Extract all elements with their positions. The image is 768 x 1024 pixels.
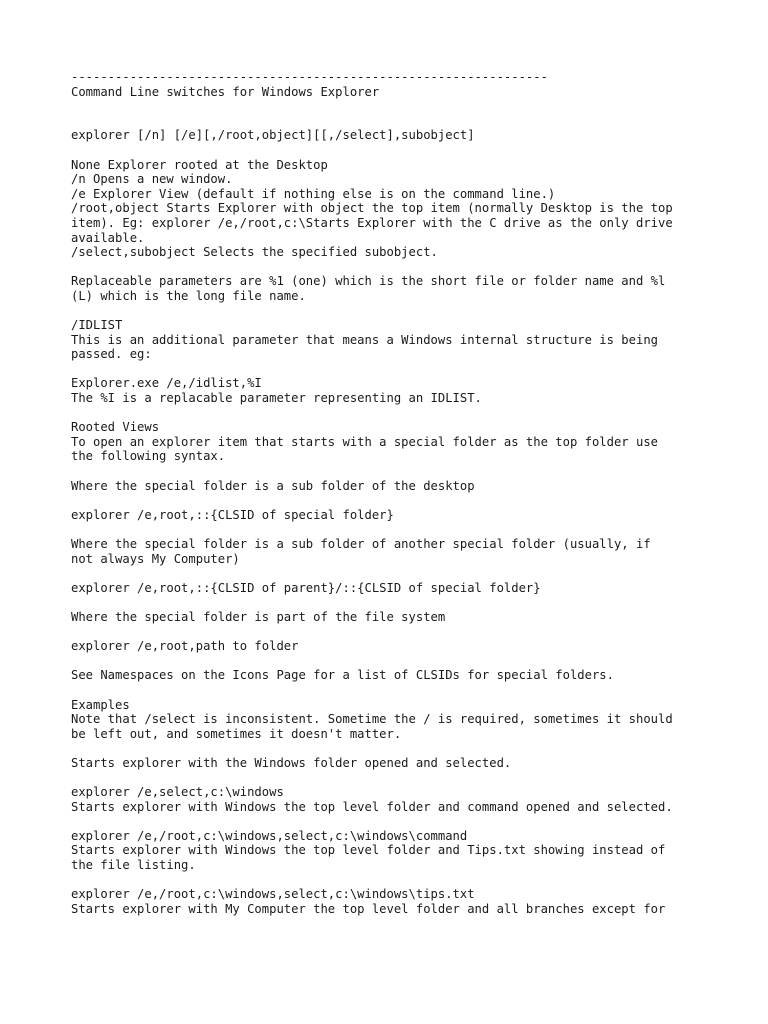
text-line: explorer /e,select,c:\windows	[71, 785, 284, 800]
text-line: This is an additional parameter that means a Windows internal structure is being	[71, 332, 658, 347]
blank-line	[71, 362, 711, 377]
text-line: Replaceable parameters are %1 (one) which is the short file or folder name and %l	[71, 274, 666, 289]
document-body	[71, 70, 711, 916]
document-page	[71, 70, 711, 916]
blank-line	[71, 406, 711, 421]
blank-line	[71, 464, 711, 479]
text-line: To open an explorer item that starts with a special folder as the top folder use	[71, 434, 658, 449]
blank-line	[71, 771, 711, 786]
text-line: The %I is a replacable parameter representing an IDLIST.	[71, 391, 482, 406]
blank-line	[71, 143, 711, 158]
text-line: Starts explorer with the Windows folder opened and selected.	[71, 755, 512, 770]
blank-line	[71, 873, 711, 888]
text-line: /e Explorer View (default if nothing else is on the command line.)	[71, 186, 556, 201]
text-line: explorer /e,root,path to folder	[71, 639, 299, 654]
blank-line	[71, 814, 711, 829]
text-line: Starts explorer with Windows the top level folder and Tips.txt showing instead of	[71, 843, 666, 858]
text-line: Note that /select is inconsistent. Sometime the / is required, sometimes it should	[71, 712, 673, 727]
text-line: explorer /e,root,::{CLSID of special folder}	[71, 507, 394, 522]
text-line: Rooted Views	[71, 420, 160, 435]
blank-line	[71, 741, 711, 756]
text-line: explorer [/n] [/e][,/root,object][[,/select],subobject]	[71, 128, 475, 143]
blank-line	[71, 522, 711, 537]
text-line: Explorer.exe /e,/idlist,%I	[71, 376, 262, 391]
blank-line	[71, 260, 711, 275]
text-line: the following syntax.	[71, 449, 226, 464]
text-line: See Namespaces on the Icons Page for a list of CLSIDs for special folders.	[71, 668, 614, 683]
text-line: available.	[71, 230, 145, 245]
text-line: Examples	[71, 697, 130, 712]
text-line: Where the special folder is part of the file system	[71, 609, 446, 624]
text-line: Command Line switches for Windows Explorer	[71, 84, 380, 99]
text-line: (L) which is the long file name.	[71, 288, 306, 303]
text-line: the file listing.	[71, 858, 196, 873]
text-line: Where the special folder is a sub folder of another special folder (usually, if	[71, 537, 651, 551]
blank-line	[71, 493, 711, 508]
text-line: Starts explorer with My Computer the top level folder and all branches except for	[71, 901, 666, 916]
blank-line	[71, 654, 711, 669]
blank-line	[71, 304, 711, 319]
text-line: item). Eg: explorer /e,/root,c:\Starts Explorer with the C drive as the only drive	[71, 215, 673, 230]
text-line: /n Opens a new window.	[71, 172, 233, 187]
text-line: Starts explorer with Windows the top level folder and command opened and selected.	[71, 799, 673, 814]
blank-line	[71, 114, 711, 129]
blank-line	[71, 683, 711, 698]
text-line: /root,object Starts Explorer with object the top item (normally Desktop is the top	[71, 201, 673, 216]
text-line: explorer /e,/root,c:\windows,select,c:\windows\tips.txt	[71, 887, 475, 902]
blank-line	[71, 99, 711, 114]
text-line: None Explorer rooted at the Desktop	[71, 157, 328, 172]
text-line: explorer /e,root,::{CLSID of parent}/::{CLSID of special folder}	[71, 580, 541, 595]
text-line: /select,subobject Selects the specified subobject.	[71, 245, 438, 260]
blank-line	[71, 625, 711, 640]
text-line: not always My Computer)	[71, 551, 240, 566]
text-line: passed. eg:	[71, 347, 152, 362]
text-line: Where the special folder is a sub folder of the desktop	[71, 478, 475, 493]
text-line: be left out, and sometimes it doesn't matter.	[71, 726, 402, 741]
blank-line	[71, 595, 711, 610]
text-line: /IDLIST	[71, 318, 123, 333]
blank-line	[71, 566, 711, 581]
text-line: -----------------------------------------------------------------	[71, 70, 548, 84]
text-line: explorer /e,/root,c:\windows,select,c:\windows\command	[71, 828, 468, 843]
